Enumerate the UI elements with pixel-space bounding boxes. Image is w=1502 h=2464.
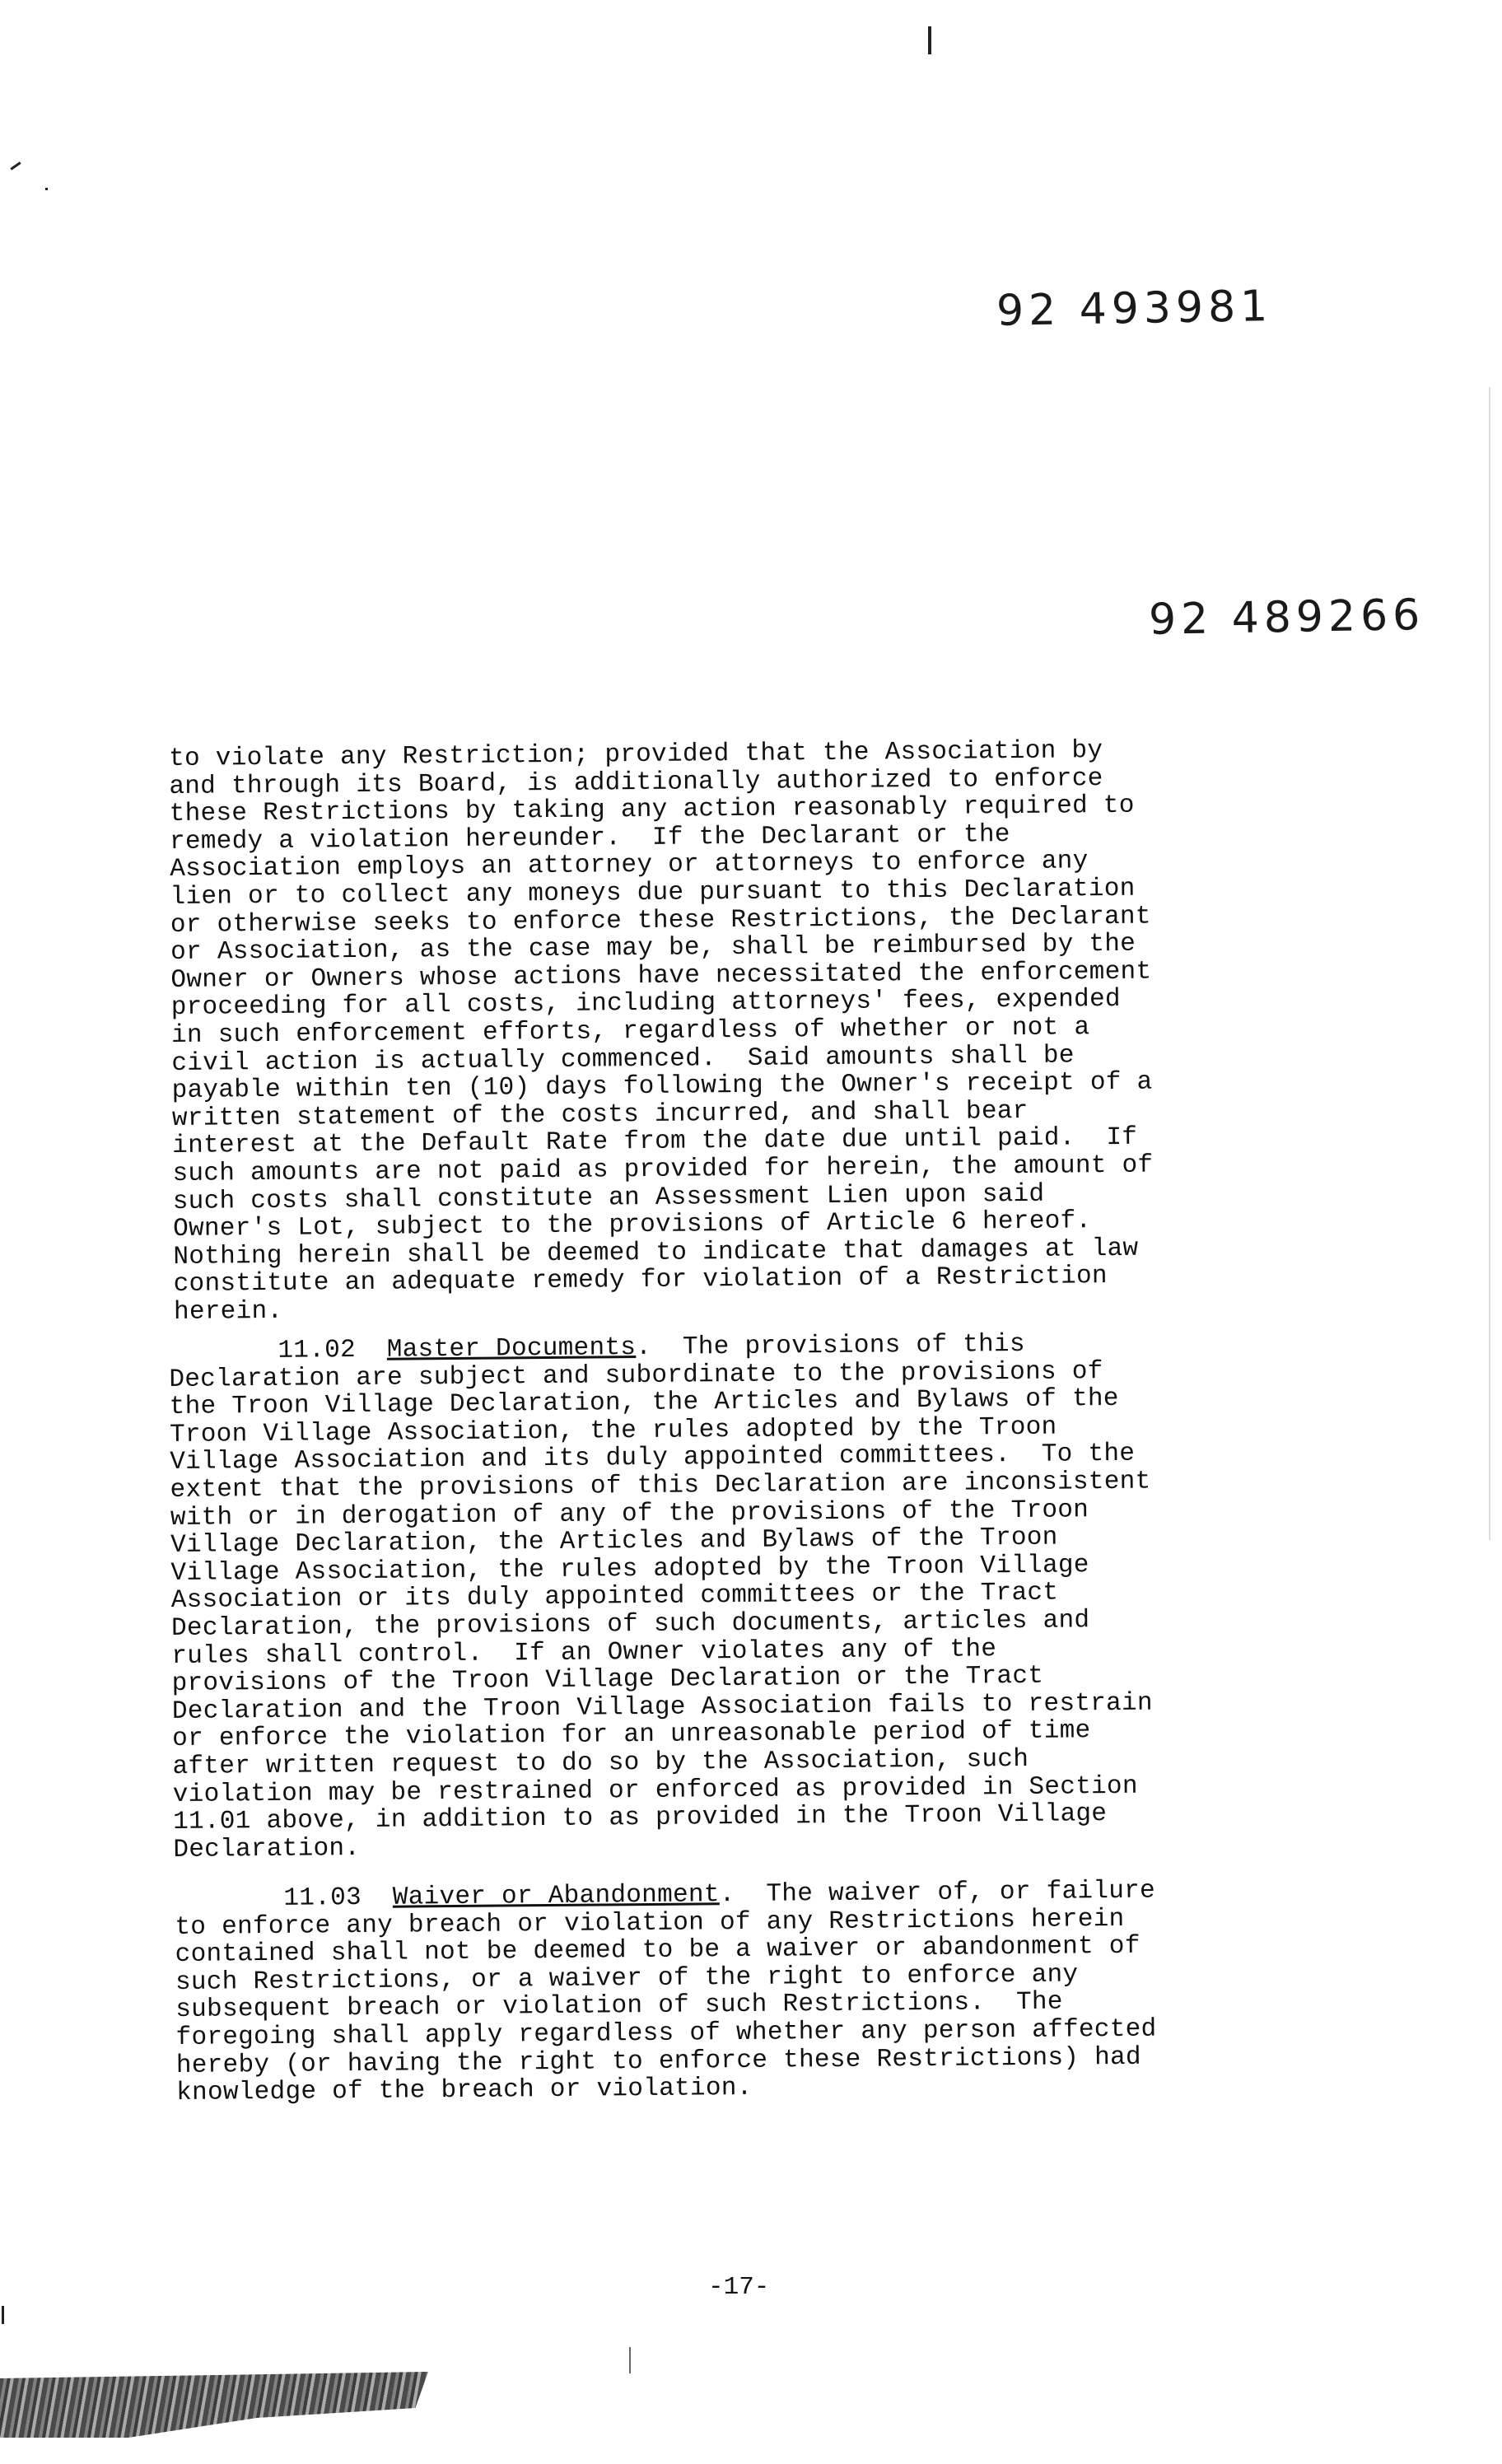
section-body-first: . The provisions of this [636,1329,1025,1363]
continuation-paragraph: to violate any Restriction; provided that the Association by and through its Board, is additionally authorized to enforce these Restrictions by taking any action reasonably required to remedy a violation hereunder. If the Declarant or the Association employs an attorney or attorneys to enforce any lien or to collect any moneys due pursuant to this Declaration or otherwise seeks to enforce these Restrictions, the Declarant or Association, as the case may be, shall be reimbursed by the Owner or Owners whose actions have necessitated the enforcement proceeding for all costs, including attorneys' fees, expended in such enforcement efforts, regardless of whether or not a civil action is actually commenced. Said amounts shall be payable within ten (10) days following the Owner's receipt of a written statement of the costs incurred, and shall bear interest at the Default Rate from the date due until paid. If such amounts are not paid as provided for herein, the amount of such costs shall constitute an Assessment Lien upon said Owner's Lot, subject to the provisions of Article 6 hereof. Nothing herein shall be deemed to indicate that damages at law constitute an adequate remedy for violation of a Restriction herein. [168,736,1154,1327]
section-11-02 [169,1328,1327,1864]
scan-mark [1489,387,1490,1540]
section-spacer [362,1883,393,1912]
recording-number-second: 92 489266 [1148,590,1425,645]
recording-number-top: 92 493981 [996,282,1273,336]
section-body-first: . The waiver of, or failure [719,1876,1156,1910]
section-heading: Waiver or Abandonment [392,1880,720,1912]
section-number: 11.03 [283,1883,362,1913]
section-heading: Master Documents [386,1333,637,1365]
section-11-03 [175,1876,1329,2107]
section-body: Declaration are subject and subordinate to the provisions of the Troon Village Declaration, the Articles and Bylaws of the Troon Village Association, the rules adopted by the Troon Village Association and its duly appointed committees. To the extent that the provisions of this Declaration are inconsistent with or in derogation of any of the provisions of the Troon Village Declaration, the Articles and Bylaws of the Troon Village Association, the rules adopted by the Troon Village Association or its duly appointed committees or the Tract Declaration, the provisions of such documents, articles and rules shall control. If an Owner violates any of the provisions of the Troon Village Declaration or the Tract Declaration and the Troon Village Association fails to restrain or enforce the violation for an unreasonable period of time after written request to do so by the Association, such violation may be restrained or enforced as provided in Section 11.01 above, in addition to as provided in the Troon Village Declaration. [169,1356,1153,1864]
section-body: to enforce any breach or violation of any Restrictions herein contained shall not be deemed to be a waiver or abandonment of such Restrictions, or a waiver of the right to enforce any subsequent breach or violation of such Restrictions. The foregoing shall apply regardless of whether any person affected hereby (or having the right to enforce these Restrictions) had knowledge of the breach or violation. [175,1904,1157,2108]
scan-mark [2,2306,4,2324]
scan-mark [45,188,48,190]
scan-mark [10,161,21,170]
page-number: -17- [708,2273,770,2302]
section-spacer [356,1336,387,1365]
scan-mark [629,2347,631,2373]
scan-smudge [0,2372,428,2438]
section-indent [175,1884,284,1914]
scan-mark [928,26,931,54]
section-number: 11.02 [278,1336,357,1365]
section-indent [169,1337,278,1366]
